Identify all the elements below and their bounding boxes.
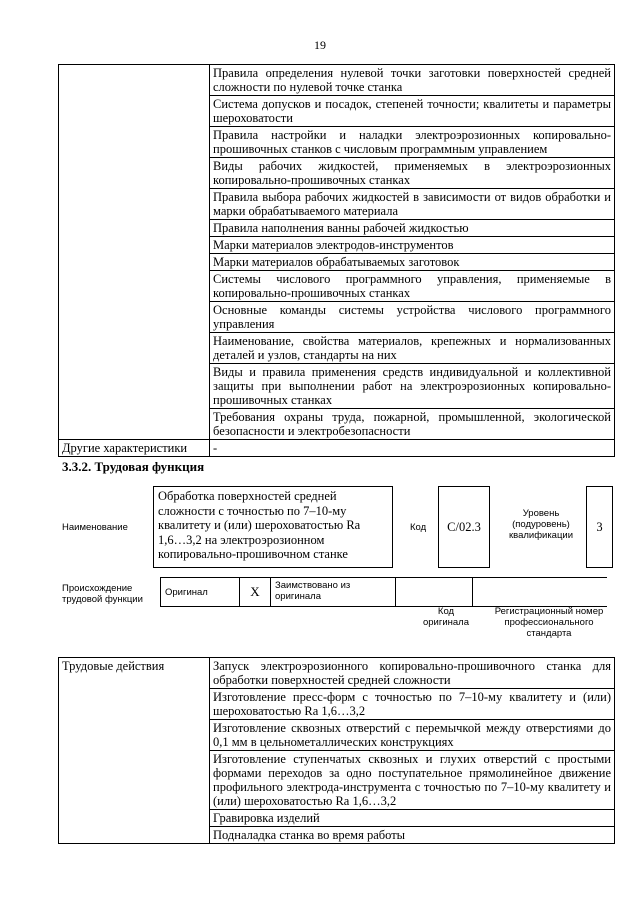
knowledge-table bbox=[58, 64, 615, 457]
code-value: C/02.3 bbox=[438, 486, 490, 568]
knowledge-item: Марки материалов электродов-инструментов bbox=[210, 237, 615, 254]
knowledge-item: Наименование, свойства материалов, крепежных и нормализованных деталей и узлов, стандарты на них bbox=[210, 333, 615, 364]
knowledge-item: Требования охраны труда, пожарной, промышленной, экологической безопасности и электробезопасности bbox=[210, 409, 615, 440]
original-mark: X bbox=[240, 578, 271, 607]
code-label: Код bbox=[410, 522, 427, 533]
knowledge-item: Виды и правила применения средств индивидуальной и коллективной защиты при выполнении работ на электроэрозионных копировально-прошивочных станках bbox=[210, 364, 615, 409]
action-item: Запуск электроэрозионного копировально-прошивочного станка для обработки поверхностей средней сложности bbox=[210, 658, 615, 689]
table-row bbox=[161, 578, 608, 607]
other-characteristics-value: - bbox=[210, 440, 615, 457]
knowledge-item: Марки материалов обрабатываемых заготовок bbox=[210, 254, 615, 271]
borrowed-label: Заимствовано из оригинала bbox=[271, 578, 396, 607]
registration-number-cell bbox=[473, 578, 608, 607]
section-heading: 3.3.2. Трудовая функция bbox=[62, 459, 205, 474]
table-row bbox=[59, 440, 615, 457]
action-item: Изготовление ступенчатых сквозных и глухих отверстий с простыми формами переходов за одно поступательное прямолинейное движение профильного электрода-инструмента с точностью по 7–10-му квалитету и (или) шероховатостью Ra 1,6…3,2 bbox=[210, 751, 615, 810]
knowledge-item: Системы числового программного управления, применяемые в копировально-прошивочных станках bbox=[210, 271, 615, 302]
page-number: 19 bbox=[314, 38, 326, 52]
knowledge-item: Правила настройки и наладки электроэрозионных копировально-прошивочных станков с числовым программным управлением bbox=[210, 127, 615, 158]
original-label: Оригинал bbox=[161, 578, 240, 607]
name-value: Обработка поверхностей средней сложности с точностью по 7–10-му квалитету и (или) шероховатостью Ra 1,6…3,2 на электроэрозионном копировально-прошивочном станке bbox=[153, 486, 393, 568]
origin-label: Происхождение трудовой функции bbox=[62, 583, 143, 605]
action-item: Гравировка изделий bbox=[210, 810, 615, 827]
code-caption: Код оригинала bbox=[422, 606, 469, 628]
knowledge-item: Правила наполнения ванны рабочей жидкостью bbox=[210, 220, 615, 237]
knowledge-item: Система допусков и посадок, степеней точности; квалитеты и параметры шероховатости bbox=[210, 96, 615, 127]
name-label: Наименование bbox=[62, 522, 128, 533]
origin-table bbox=[160, 577, 607, 607]
actions-label-cell: Трудовые действия bbox=[59, 658, 210, 844]
knowledge-item: Правила определения нулевой точки заготовки поверхностей средней сложности по нулевой точке станка bbox=[210, 65, 615, 96]
registration-caption: Регистрационный номер профессионального стандарта bbox=[494, 606, 604, 639]
actions-table bbox=[58, 657, 615, 844]
knowledge-item: Виды рабочих жидкостей, применяемых в электроэрозионных копировально-прошивочных станках bbox=[210, 158, 615, 189]
action-item: Подналадка станка во время работы bbox=[210, 827, 615, 844]
knowledge-item: Основные команды системы устройства числового программного управления bbox=[210, 302, 615, 333]
action-item: Изготовление сквозных отверстий с перемычкой между отверстиями до 0,1 мм в цельнометаллических конструкциях bbox=[210, 720, 615, 751]
knowledge-item: Правила выбора рабочих жидкостей в зависимости от видов обработки и марки обрабатываемого материала bbox=[210, 189, 615, 220]
action-item: Изготовление пресс-форм с точностью по 7–10-му квалитету и (или) шероховатостью Ra 1,6…3,2 bbox=[210, 689, 615, 720]
other-characteristics-label: Другие характеристики bbox=[59, 440, 210, 457]
level-value: 3 bbox=[586, 486, 613, 568]
table-row bbox=[59, 658, 615, 689]
table-row bbox=[59, 65, 615, 96]
original-code-cell bbox=[396, 578, 473, 607]
knowledge-label-cell bbox=[59, 65, 210, 440]
level-label: Уровень (подуровень) квалификации bbox=[508, 508, 574, 541]
